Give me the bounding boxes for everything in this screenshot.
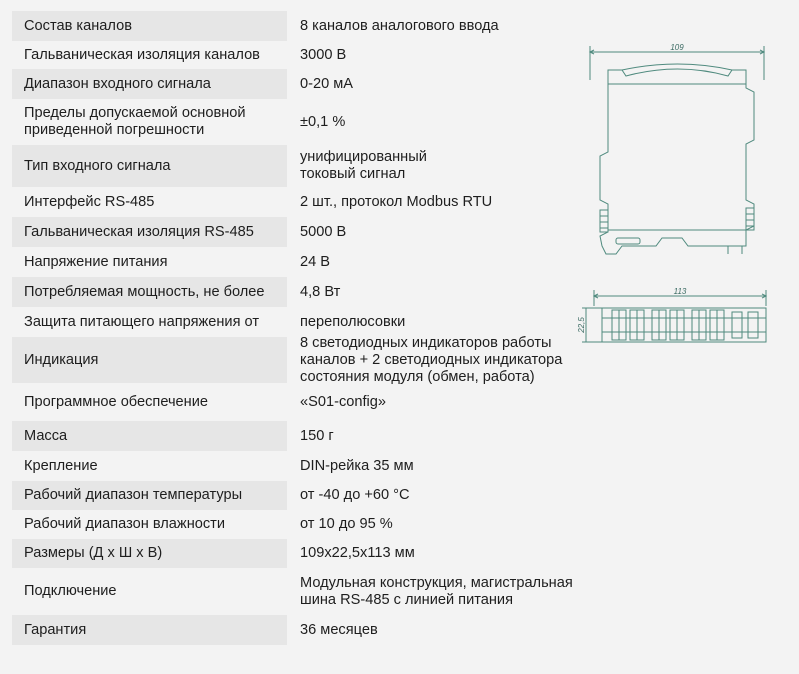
spec-row [12, 187, 602, 217]
module-drawing [578, 40, 778, 370]
spec-label: Напряжение питания [24, 253, 168, 270]
spec-label: Индикация [12, 337, 287, 383]
spec-value: 4,8 Вт [300, 283, 341, 300]
spec-label: Состав каналов [12, 11, 287, 41]
spec-label: Пределы допускаемой основной приведенной погрешности [24, 105, 246, 138]
spec-row [12, 217, 602, 247]
dimension-label-109: 109 [670, 43, 684, 52]
module-top-view [602, 308, 766, 342]
spec-value: 150 г [300, 427, 334, 444]
spec-label: Программное обеспечение [24, 393, 208, 410]
spec-label: Крепление [24, 457, 98, 474]
spec-label: Гальваническая изоляция каналов [24, 46, 260, 63]
spec-row [12, 615, 602, 645]
spec-label: Защита питающего напряжения от [24, 313, 260, 330]
spec-row [12, 451, 602, 481]
spec-label: Гальваническая изоляция RS-485 [12, 217, 287, 247]
spec-row [12, 383, 602, 421]
spec-value: «S01-config» [300, 393, 387, 410]
spec-value: от 10 до 95 % [300, 516, 393, 532]
spec-row [12, 41, 602, 69]
dimension-label-22-5: 22,5 [577, 317, 586, 333]
module-side-view [600, 64, 754, 254]
spec-row [12, 277, 602, 307]
spec-row [12, 421, 602, 451]
spec-value: 2 шт., протокол Modbus RTU [300, 193, 493, 210]
spec-label: Рабочий диапазон температуры [12, 481, 287, 510]
technical-drawings [578, 40, 778, 370]
spec-row [12, 568, 602, 615]
spec-row [12, 99, 602, 145]
spec-row [12, 145, 602, 187]
spec-value: переполюсовки [300, 313, 406, 330]
spec-label: Масса [12, 421, 287, 451]
spec-value: унифицированный токовый сигнал [300, 149, 427, 182]
spec-label: Размеры (Д х Ш х В) [12, 539, 287, 568]
spec-row [12, 334, 602, 385]
spec-label: Гарантия [12, 615, 287, 645]
spec-label: Подключение [24, 583, 117, 599]
spec-row [12, 247, 602, 277]
spec-value: 8 светодиодных индикаторов работы каналов + 2 светодиодных индикатора состояния модуля (обмен, работа) [300, 334, 563, 385]
spec-row [12, 510, 602, 539]
spec-table [12, 11, 602, 645]
spec-row [12, 11, 602, 41]
spec-value: DIN-рейка 35 мм [300, 457, 414, 474]
spec-label: Тип входного сигнала [12, 145, 287, 187]
spec-value: 3000 В [300, 46, 347, 63]
spec-label: Диапазон входного сигнала [12, 69, 287, 99]
spec-value: 0-20 мА [300, 75, 354, 92]
spec-value: Модульная конструкция, магистральная шина RS-485 с линией питания [300, 574, 573, 608]
spec-row [12, 539, 602, 568]
spec-value: 8 каналов аналогового ввода [300, 17, 499, 34]
spec-value: от -40 до +60 °C [300, 487, 410, 503]
spec-row [12, 307, 602, 337]
spec-row [12, 69, 602, 99]
spec-value: 5000 В [300, 223, 347, 240]
dimension-label-113: 113 [673, 287, 687, 296]
spec-value: 36 месяцев [300, 621, 378, 638]
spec-value: ±0,1 % [300, 113, 346, 130]
spec-row [12, 481, 602, 510]
spec-value: 24 В [300, 253, 331, 270]
spec-label: Интерфейс RS-485 [24, 193, 155, 210]
spec-label: Потребляемая мощность, не более [12, 277, 287, 307]
spec-value: 109x22,5x113 мм [300, 545, 415, 561]
spec-label: Рабочий диапазон влажности [24, 516, 225, 532]
